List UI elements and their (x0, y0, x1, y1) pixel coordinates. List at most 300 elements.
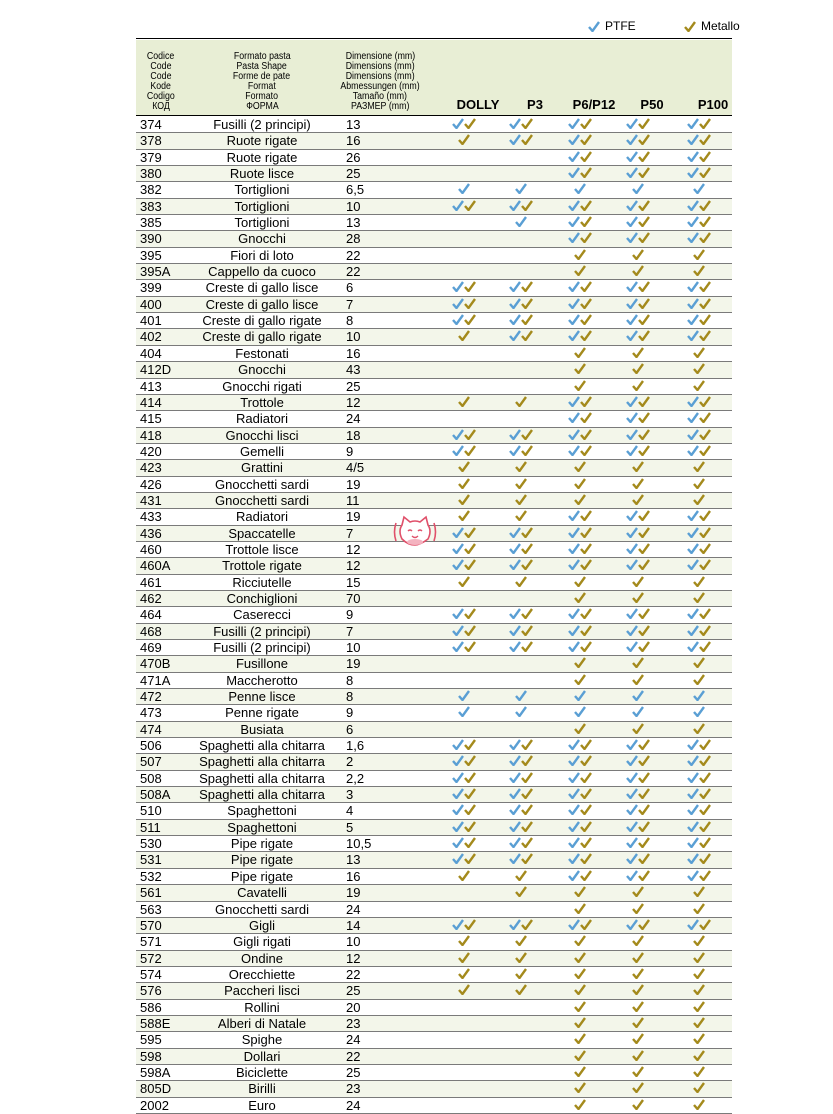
metal-check-icon (580, 919, 592, 930)
cell-shape: Creste di gallo rigate (202, 313, 322, 329)
cell-availability (444, 1017, 484, 1030)
cell-code: 400 (140, 296, 162, 312)
table-row (136, 248, 732, 264)
metal-check-icon (699, 821, 711, 832)
metal-check-icon (580, 739, 592, 750)
cell-dimension: 6 (346, 280, 354, 296)
cell-code: 510 (140, 803, 162, 819)
cell-availability (444, 380, 484, 393)
cell-availability (444, 853, 484, 866)
cell-availability (560, 216, 600, 229)
metal-check-icon (693, 984, 705, 995)
cell-dimension: 10,5 (346, 836, 372, 852)
cell-shape: Radiatori (235, 509, 289, 525)
metal-check-icon (521, 200, 533, 211)
ptfe-check-icon (509, 429, 521, 440)
metal-check-icon (638, 151, 650, 162)
cell-shape: Gigli (248, 917, 275, 933)
metal-check-icon (580, 755, 592, 766)
ptfe-check-icon (452, 559, 464, 570)
cell-availability (679, 1082, 719, 1095)
metal-check-icon (638, 641, 650, 652)
cell-availability (560, 592, 600, 605)
cell-shape: Pipe rigate (230, 852, 294, 868)
ptfe-check-icon (568, 772, 580, 783)
cell-availability (444, 772, 484, 785)
cell-dimension: 8 (346, 672, 354, 688)
cell-shape: Fusilli (2 principi) (213, 117, 311, 132)
cell-code: 563 (140, 901, 162, 917)
metal-check-icon (574, 1066, 586, 1077)
cell-code: 530 (140, 836, 162, 852)
metal-check-icon (632, 1017, 644, 1028)
ptfe-check-icon (515, 690, 527, 701)
cell-availability (444, 559, 484, 572)
ptfe-check-icon (458, 706, 470, 717)
cell-availability (679, 788, 719, 801)
ptfe-check-icon (626, 641, 638, 652)
cell-code: 471A (140, 672, 171, 688)
cell-availability (560, 478, 600, 491)
cell-availability (618, 183, 658, 196)
cell-availability (679, 1099, 719, 1112)
cell-availability (444, 494, 484, 507)
cell-availability (560, 429, 600, 442)
cell-code: 532 (140, 868, 162, 884)
metal-check-icon (699, 788, 711, 799)
cell-availability (560, 330, 600, 343)
cell-availability (618, 772, 658, 785)
cell-availability (501, 265, 541, 278)
ptfe-check-icon (626, 821, 638, 832)
metal-check-icon (699, 200, 711, 211)
metal-check-icon (515, 935, 527, 946)
ptfe-check-icon (687, 134, 699, 145)
ptfe-check-icon (509, 772, 521, 783)
cell-code: 402 (140, 329, 162, 345)
metal-check-icon (693, 363, 705, 374)
ptfe-check-icon (626, 429, 638, 440)
cell-availability (679, 183, 719, 196)
cell-code: 598A (140, 1064, 171, 1080)
metal-check-icon (638, 788, 650, 799)
cell-availability (501, 1017, 541, 1030)
ptfe-check-icon (626, 118, 638, 129)
metal-check-icon (458, 968, 470, 979)
metal-check-icon (574, 478, 586, 489)
cell-dimension: 16 (346, 868, 361, 884)
cell-shape: Birilli (248, 1081, 276, 1097)
cell-shape: Fusillone (235, 656, 289, 672)
metal-check-icon (638, 755, 650, 766)
cell-dimension: 19 (346, 509, 361, 525)
metal-check-icon (458, 952, 470, 963)
cell-availability (618, 706, 658, 719)
header-shape-line: ФОРМА (245, 101, 279, 112)
metal-check-icon (464, 853, 476, 864)
cell-dimension: 7 (346, 296, 354, 312)
cell-availability (679, 690, 719, 703)
cell-code: 461 (140, 574, 162, 590)
cell-availability (618, 380, 658, 393)
cell-shape: Alberi di Natale (217, 1015, 307, 1031)
table-row (136, 869, 732, 885)
cell-availability (618, 903, 658, 916)
metal-check-icon (693, 1050, 705, 1061)
ptfe-check-icon (509, 559, 521, 570)
metal-check-icon (632, 657, 644, 668)
metal-check-icon (521, 330, 533, 341)
metal-check-icon (464, 527, 476, 538)
cell-shape: Ruote rigate (226, 133, 298, 149)
metal-check-icon (458, 461, 470, 472)
cell-availability (501, 314, 541, 327)
cell-code: 379 (140, 149, 162, 165)
metal-check-icon (515, 984, 527, 995)
cell-availability (679, 576, 719, 589)
ptfe-check-icon (452, 772, 464, 783)
metal-check-icon (632, 886, 644, 897)
cell-availability (679, 265, 719, 278)
legend-ptfe-label: PTFE (605, 19, 636, 33)
cell-code: 380 (140, 166, 162, 182)
metal-check-icon (699, 543, 711, 554)
metal-check-icon (515, 461, 527, 472)
ptfe-check-icon (626, 298, 638, 309)
ptfe-check-icon (693, 183, 705, 194)
cell-availability (560, 281, 600, 294)
cell-availability (618, 559, 658, 572)
ptfe-check-icon (687, 200, 699, 211)
metal-check-icon (580, 232, 592, 243)
header-code-line: Codigo (147, 91, 175, 102)
cell-code: 508A (140, 787, 171, 803)
cell-code: 395 (140, 247, 162, 263)
table-row (136, 902, 732, 918)
metal-check-icon (699, 134, 711, 145)
cell-availability (444, 706, 484, 719)
cell-availability (501, 543, 541, 556)
cell-availability (501, 445, 541, 458)
cell-availability (560, 445, 600, 458)
cell-availability (444, 690, 484, 703)
metal-check-icon (580, 216, 592, 227)
cell-availability (560, 674, 600, 687)
cell-availability (444, 314, 484, 327)
cell-dimension: 43 (346, 362, 361, 378)
cell-availability (444, 510, 484, 523)
cell-code: 390 (140, 231, 162, 247)
cell-availability (618, 1001, 658, 1014)
table-row (136, 787, 732, 803)
metal-check-icon (699, 396, 711, 407)
ptfe-check-icon (626, 151, 638, 162)
cell-availability (444, 445, 484, 458)
metal-check-icon (458, 984, 470, 995)
cell-availability (444, 739, 484, 752)
cell-availability (560, 886, 600, 899)
ptfe-check-icon (452, 804, 464, 815)
ptfe-check-icon (687, 314, 699, 325)
metal-check-icon (458, 576, 470, 587)
ptfe-check-icon (687, 870, 699, 881)
ptfe-check-icon (509, 543, 521, 554)
metal-check-icon (693, 1099, 705, 1110)
cell-availability (560, 625, 600, 638)
metal-check-icon (580, 200, 592, 211)
metal-check-icon (693, 1066, 705, 1077)
cell-shape: Gnocchetti sardi (215, 492, 309, 508)
cell-code: 436 (140, 525, 162, 541)
cell-availability (679, 1033, 719, 1046)
metal-check-icon (638, 739, 650, 750)
table-row (136, 1032, 732, 1048)
metal-check-icon (580, 281, 592, 292)
cell-availability (618, 755, 658, 768)
table-row (136, 983, 732, 999)
cell-availability (444, 755, 484, 768)
cell-shape: Biciclette (235, 1064, 289, 1080)
metal-check-icon (699, 232, 711, 243)
cell-availability (501, 134, 541, 147)
metal-check-icon (521, 641, 533, 652)
table-row (136, 885, 732, 901)
cell-availability (501, 478, 541, 491)
metal-check-icon (693, 723, 705, 734)
cell-availability (679, 543, 719, 556)
metal-check-icon (638, 625, 650, 636)
metal-check-icon (693, 249, 705, 260)
cell-dimension: 7 (346, 525, 354, 541)
metal-check-icon (521, 118, 533, 129)
table-row (136, 820, 732, 836)
cell-availability (444, 723, 484, 736)
cell-dimension: 22 (346, 264, 361, 280)
cell-availability (679, 935, 719, 948)
header-shape (186, 40, 338, 115)
ptfe-check-icon (632, 690, 644, 701)
cell-availability (618, 265, 658, 278)
cell-availability (618, 821, 658, 834)
cell-availability (618, 984, 658, 997)
cell-code: 595 (140, 1032, 162, 1048)
cell-shape: Gnocchi (238, 231, 286, 247)
cell-availability (618, 216, 658, 229)
metal-check-icon (521, 853, 533, 864)
ptfe-check-icon (568, 200, 580, 211)
metal-check-icon (632, 1001, 644, 1012)
metal-check-icon (638, 608, 650, 619)
metal-check-icon (515, 478, 527, 489)
cell-availability (618, 657, 658, 670)
cell-availability (501, 804, 541, 817)
ptfe-check-icon (626, 216, 638, 227)
cell-availability (560, 641, 600, 654)
cell-availability (560, 576, 600, 589)
metal-check-icon (464, 772, 476, 783)
cell-availability (560, 461, 600, 474)
cell-dimension: 22 (346, 1048, 361, 1064)
cell-code: 423 (140, 460, 162, 476)
cell-availability (679, 380, 719, 393)
cell-availability (444, 903, 484, 916)
ptfe-check-icon (452, 314, 464, 325)
cell-dimension: 9 (346, 443, 354, 459)
metal-check-icon (632, 935, 644, 946)
cell-availability (560, 706, 600, 719)
cell-availability (560, 1082, 600, 1095)
cell-availability (618, 232, 658, 245)
metal-check-icon (580, 772, 592, 783)
cell-availability (444, 804, 484, 817)
table-row (136, 607, 732, 623)
cell-availability (444, 625, 484, 638)
metal-check-icon (464, 314, 476, 325)
ptfe-check-icon (687, 396, 699, 407)
ptfe-check-icon (687, 608, 699, 619)
header-model-p3: P3 (527, 97, 543, 112)
cell-availability (618, 641, 658, 654)
cell-shape: Cappello da cuoco (208, 264, 316, 280)
metal-check-icon (699, 641, 711, 652)
header-shape-line: Formato (245, 91, 279, 102)
ptfe-check-icon (509, 298, 521, 309)
header-model-dolly: DOLLY (456, 97, 500, 112)
ptfe-check-icon (626, 543, 638, 554)
cell-dimension: 25 (346, 378, 361, 394)
cell-shape: Fiori di loto (230, 247, 294, 263)
ptfe-check-icon (452, 429, 464, 440)
cell-availability (618, 1082, 658, 1095)
cell-availability (501, 755, 541, 768)
header-model-p100: P100 (697, 97, 729, 112)
metal-check-icon (521, 298, 533, 309)
metal-check-icon (464, 445, 476, 456)
table-row (136, 918, 732, 934)
cell-availability (679, 445, 719, 458)
cell-availability (679, 837, 719, 850)
metal-check-icon (693, 347, 705, 358)
ptfe-check-icon (509, 804, 521, 815)
cell-dimension: 16 (346, 345, 361, 361)
metal-check-icon (580, 396, 592, 407)
table-row (136, 395, 732, 411)
cell-availability (444, 232, 484, 245)
ptfe-check-icon (687, 641, 699, 652)
cell-dimension: 15 (346, 574, 361, 590)
cell-availability (444, 788, 484, 801)
metal-check-icon (574, 576, 586, 587)
ptfe-check-icon (452, 837, 464, 848)
metal-check-icon (693, 576, 705, 587)
cell-availability (618, 968, 658, 981)
metal-check-icon (574, 1017, 586, 1028)
metal-check-icon (632, 347, 644, 358)
ptfe-check-icon (626, 232, 638, 243)
metal-check-icon (632, 1050, 644, 1061)
ptfe-check-icon (452, 445, 464, 456)
cell-availability (501, 396, 541, 409)
table-row (136, 673, 732, 689)
cell-shape: Trottole rigate (222, 558, 302, 574)
metal-check-icon (699, 167, 711, 178)
cell-availability (679, 968, 719, 981)
cell-availability (560, 363, 600, 376)
cell-availability (618, 134, 658, 147)
table-row (136, 656, 732, 672)
cell-availability (560, 739, 600, 752)
metal-check-icon (580, 510, 592, 521)
metal-check-icon (458, 494, 470, 505)
cell-code: 511 (140, 819, 161, 835)
table-row (136, 150, 732, 166)
ptfe-check-icon (626, 167, 638, 178)
ptfe-check-icon (626, 804, 638, 815)
metal-check-icon (580, 870, 592, 881)
cell-dimension: 1,6 (346, 738, 365, 754)
cell-availability (444, 347, 484, 360)
table-row (136, 428, 732, 444)
metal-check-icon (632, 674, 644, 685)
ptfe-check-icon (687, 216, 699, 227)
cell-code: 598 (140, 1048, 162, 1064)
cell-availability (618, 527, 658, 540)
metal-check-icon (693, 592, 705, 603)
metal-check-icon (521, 445, 533, 456)
cell-shape: Busiata (240, 721, 284, 737)
cell-code: 415 (140, 411, 162, 427)
cell-dimension: 24 (346, 1097, 361, 1113)
ptfe-check-icon (687, 429, 699, 440)
cell-dimension: 8 (346, 313, 354, 329)
cell-availability (618, 314, 658, 327)
ptfe-check-icon (687, 543, 699, 554)
cell-availability (679, 330, 719, 343)
table-row (136, 575, 732, 591)
cell-availability (444, 1082, 484, 1095)
cell-availability (679, 1017, 719, 1030)
metal-check-icon (632, 968, 644, 979)
cell-dimension: 25 (346, 166, 361, 182)
table-row (136, 215, 732, 231)
metal-check-icon (574, 380, 586, 391)
metal-check-icon (574, 1033, 586, 1044)
ptfe-check-icon (452, 543, 464, 554)
metal-check-icon (515, 952, 527, 963)
metal-check-icon (638, 543, 650, 554)
metal-check-icon (693, 952, 705, 963)
cell-dimension: 20 (346, 999, 361, 1015)
ptfe-check-icon (626, 134, 638, 145)
ptfe-check-icon (568, 314, 580, 325)
table-row (136, 231, 732, 247)
cell-availability (501, 919, 541, 932)
ptfe-check-icon (626, 772, 638, 783)
cell-availability (560, 788, 600, 801)
cell-shape: Tortiglioni (234, 182, 290, 198)
cell-availability (679, 216, 719, 229)
metal-check-icon (632, 249, 644, 260)
table-row (136, 313, 732, 329)
cell-availability (560, 543, 600, 556)
ptfe-check-icon (509, 281, 521, 292)
metal-check-icon (521, 608, 533, 619)
ptfe-check-icon (626, 412, 638, 423)
ptfe-check-icon (687, 772, 699, 783)
metal-check-icon (458, 935, 470, 946)
metal-check-icon (574, 1050, 586, 1061)
cell-availability (618, 330, 658, 343)
